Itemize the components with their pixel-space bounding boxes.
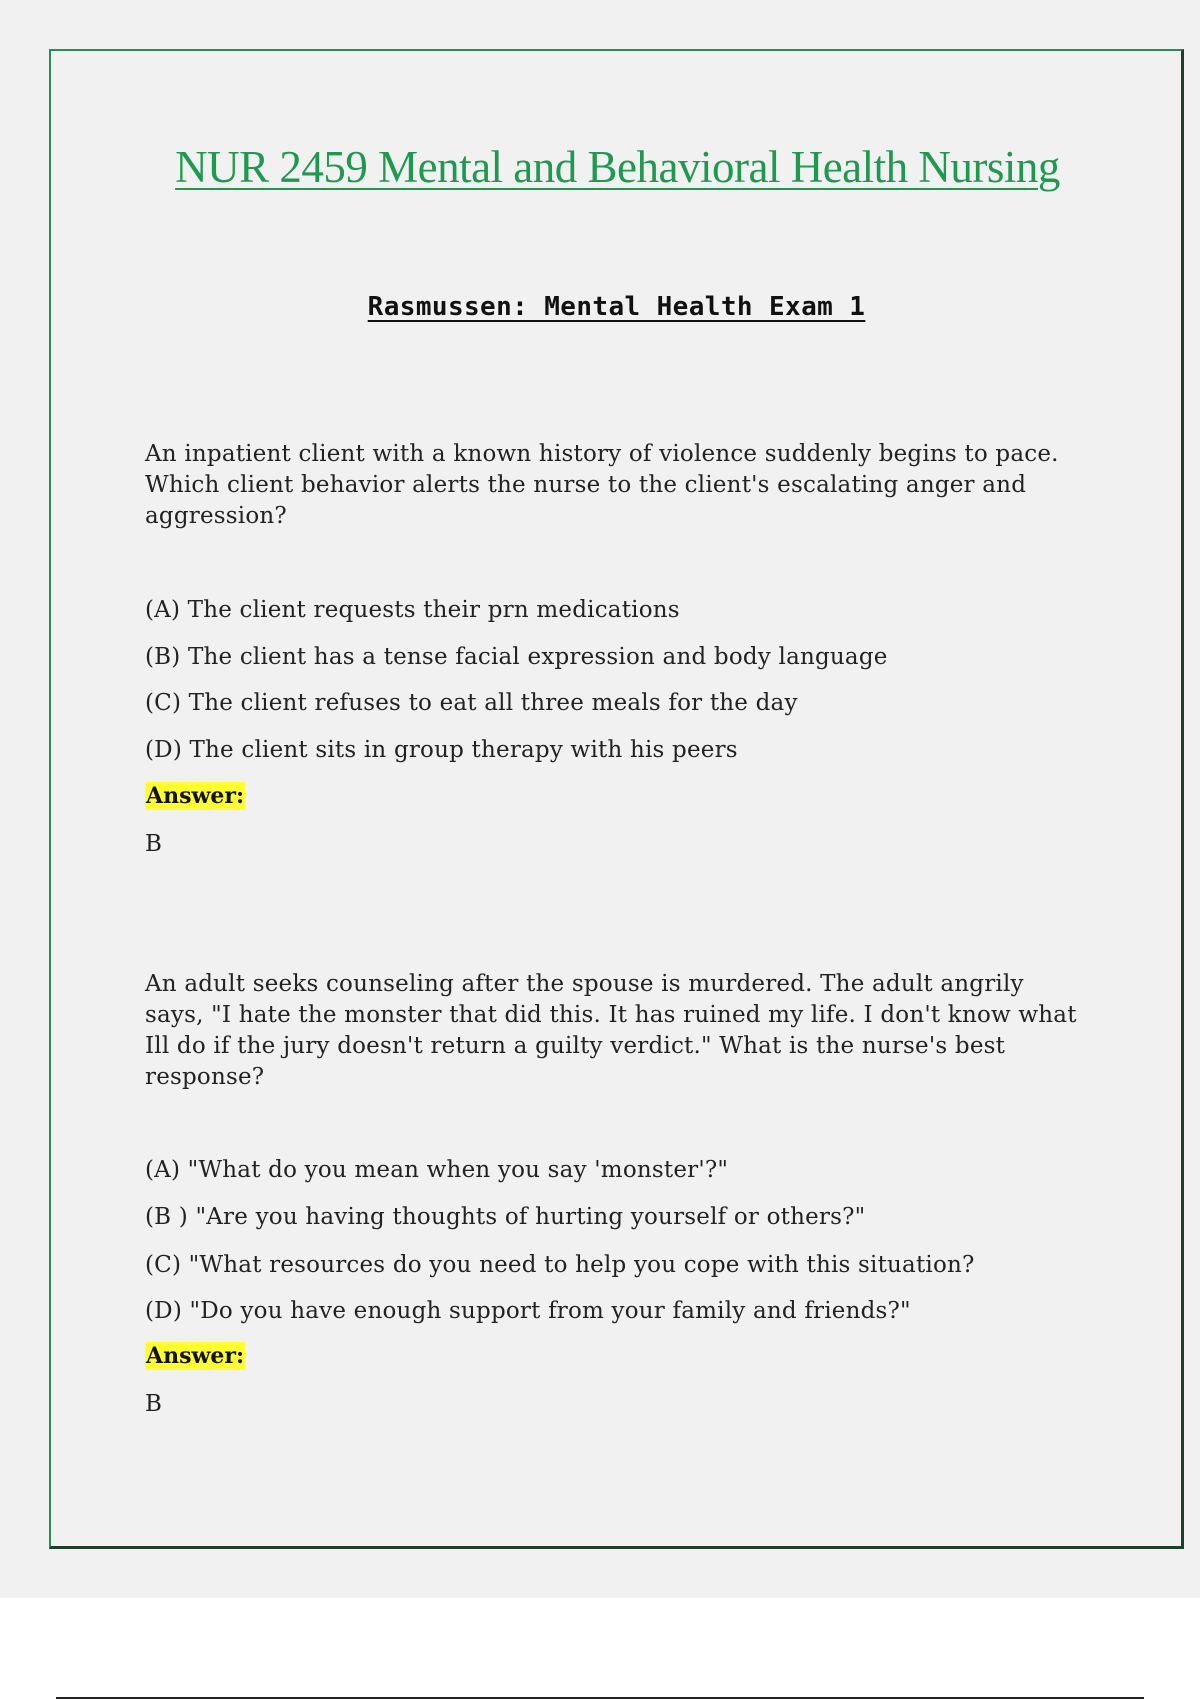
question-2-prompt: An adult seeks counseling after the spouse is murdered. The adult angrily says, "I hate the monster that did this. It has ruined my life. I don't know what Ill do if the jury doesn't return a guilty verdict." What is the nurse's best response? — [145, 971, 1077, 1090]
question-1-option-b: (B) The client has a tense facial expression and body language — [145, 644, 888, 670]
document-subtitle: Rasmussen: Mental Health Exam 1 — [367, 292, 866, 322]
question-2-option-d: (D) "Do you have enough support from your family and friends?" — [145, 1298, 911, 1324]
question-1-option-a: (A) The client requests their prn medications — [145, 597, 680, 623]
question-2-answer: B — [145, 1391, 162, 1417]
question-2-option-c: (C) "What resources do you need to help you cope with this situation? — [145, 1252, 975, 1278]
question-1-answer: B — [145, 831, 162, 857]
question-1-prompt: An inpatient client with a known history of violence suddenly begins to pace. Which client behavior alerts the nurse to the client's escalating anger and aggression? — [145, 441, 1059, 529]
question-1-option-c: (C) The client refuses to eat all three meals for the day — [145, 690, 798, 716]
question-1-option-d: (D) The client sits in group therapy with his peers — [145, 737, 738, 763]
question-2-option-a: (A) "What do you mean when you say 'monster'?" — [145, 1157, 729, 1183]
question-1-answer-label: Answer: — [146, 783, 245, 809]
question-2-answer-label: Answer: — [146, 1343, 245, 1369]
document-title: NUR 2459 Mental and Behavioral Health Nursing — [175, 142, 1060, 192]
question-2-option-b: (B ) "Are you having thoughts of hurting yourself or others?" — [145, 1204, 866, 1230]
footer-divider — [56, 1697, 1144, 1699]
